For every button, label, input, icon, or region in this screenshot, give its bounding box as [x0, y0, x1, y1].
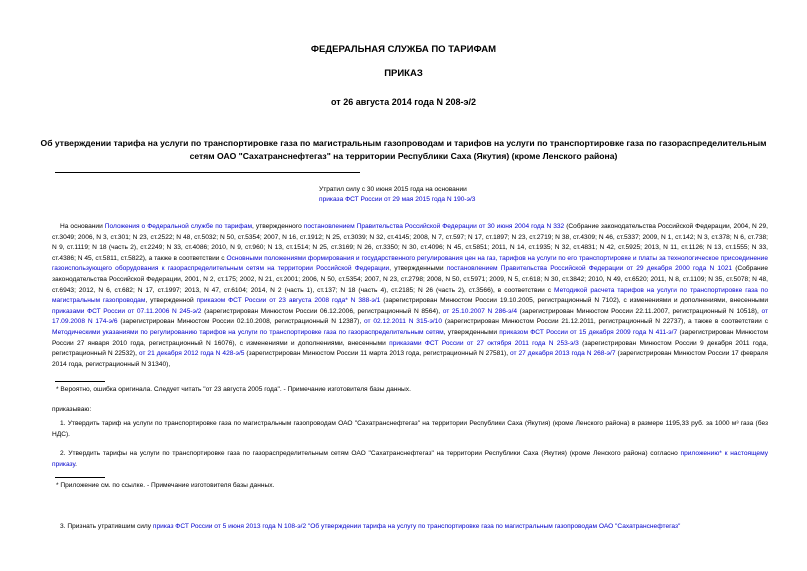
- preamble-text: (зарегистрирован Минюстом России 17 февраля 2014 года, регистрационный N 31340),: [52, 350, 768, 368]
- repealed-order-link[interactable]: приказ ФСТ России от 5 июня 2013 года N 108-э/2 "Об утверждении тарифа на услугу по транспортировке газа по магистральным газопроводам ОАО "Сахатранснефтегаз": [152, 523, 681, 530]
- preamble-text: (зарегистрирован Минюстом России 22.11.2007, регистрационный N 10518),: [517, 307, 762, 315]
- preamble-text: (зарегистрирован Минюстом России 06.12.2006, регистрационный N 8564),: [201, 307, 443, 315]
- preamble-text: , утвержденного: [252, 223, 304, 230]
- preamble-text: (зарегистрирован Минюстом России 9 декабря 2011 года, регистрационный N 22532),: [52, 339, 768, 358]
- doc-link[interactable]: постановлением Правительства Российской Федерации от 30 июня 2004 года N 332: [303, 223, 565, 230]
- preamble-text: (зарегистрирован Минюстом России 21.12.2011, регистрационный N 22737), а также в соответствии с: [442, 318, 768, 326]
- preamble-text: , утвержденной: [145, 297, 197, 305]
- preamble-text: На основании: [60, 223, 105, 230]
- preamble-paragraph: [52, 222, 768, 370]
- preamble-text: (Собрание законодательства Российской Федерации, 2004, N 29, ст.3049; 2006, N 3, ст.301; N 23, ст.2522; N 48, ст.5032; N 50, ст.5354; 2007, N 16, ст.1912; N 25, ст.3039; N 32, ст.4145; 2008, N 7, ст.597; N 17, ст.1897; N 23, ст.2719; N 38, ст.4309; N 46, ст.5337; 2009, N 1, ст.142; N 3, ст.378; N 6, ст.738; N 9, ст.1119; N 18 (часть 2), ст.2249; N 33, ст.4086; 2010, N 9, ст.960; N 13, ст.1514; N 25, ст.3169; N 26, ст.3350; N 30, ст.4096; N 45, ст.5851; 2011, N 14, ст.1935; N 32, ст.4831; N 42, ст.5925; 2013, N 11, ст.1126; N 13, ст.1555; N 33, ст.4386; N 45, ст.5811, ст.5822), а также в соответствии с: [52, 223, 768, 262]
- divider: [55, 172, 360, 173]
- doc-link[interactable]: приказом ФСТ России от 23 августа 2008 года* N 388-э/1: [196, 297, 381, 305]
- doc-link[interactable]: Положения о Федеральной службе по тарифам: [104, 223, 253, 230]
- item-3: [52, 522, 768, 533]
- doc-type: ПРИКАЗ: [384, 68, 423, 79]
- appendix-link[interactable]: приложению* к настоящему приказу: [52, 450, 769, 468]
- preamble-text: , утвержденными: [389, 265, 447, 273]
- preamble-text: (Собрание законодательства Российской Федерации, 2001, N 2, ст.175; 2002, N 21, ст.2001; 2006, N 50, ст.5354; 2007, N 23, ст.2798; 2008, N 50, ст.5971; 2009, N 5, ст.618; N 30, ст.3842; 2010, N 49, ст.6520; 2011, N 8, ст.1109; N 35, ст.5078; N 48, ст.6943; 2012, N 6, ст.682; N 17, ст.1997; 2013, N 47, ст.6104; 2014, N 2 (часть 1), ст.137; N 18 (часть 4), ст.2185; N 26 (часть 2), ст.3566), в соответствии с: [52, 265, 768, 294]
- doc-link[interactable]: от 17.09.2008 N 174-э/6: [52, 307, 768, 326]
- agency-name: ФЕДЕРАЛЬНАЯ СЛУЖБА ПО ТАРИФАМ: [310, 44, 497, 55]
- doc-link[interactable]: от 25.10.2007 N 286-э/4: [442, 307, 517, 315]
- item-1: 1. Утвердить тариф на услуги по транспортировке газа по магистральным газопроводам ОАО "Сахатранснефтегаз" на территории Республики Саха (Якутия) (кроме Ленского района) в размере 1195,33 руб. за 1000 м³ газа (без НДС).: [52, 420, 768, 438]
- doc-link[interactable]: Методикой расчета тарифов на услуги по транспортировке газа по магистральным газопроводам: [52, 286, 768, 305]
- footnote-divider: [55, 381, 105, 382]
- status-note-text: Утратил силу с 30 июня 2015 года на основании: [319, 186, 467, 193]
- preamble-text: (зарегистрирован Минюстом России 19.10.2005, регистрационный N 7102), с изменениями и дополнениями, внесенными: [380, 297, 769, 305]
- doc-link[interactable]: от 21 декабря 2012 года N 428-э/5: [138, 350, 245, 358]
- doc-link[interactable]: от 02.12.2011 N 315-э/10: [363, 318, 443, 326]
- preamble-text: (зарегистрирован Минюстом России 11 марта 2013 года, регистрационный N 27581),: [244, 350, 510, 358]
- item-2-text: 2. Утвердить тарифы на услуги по транспортировке газа по газораспределительным сетям ОАО "Сахатранснефтегаз" на территории Республики Саха (Якутия) (кроме Ленского района) согласно: [60, 450, 681, 457]
- status-note-link[interactable]: приказа ФСТ России от 29 мая 2015 года N 190-э/3: [319, 196, 476, 203]
- doc-date-number: от 26 августа 2014 года N 208-э/2: [331, 97, 476, 107]
- doc-link[interactable]: Методическими указаниями по регулированию тарифов на услуги по транспортировке газа по газораспределительным сетям: [52, 328, 444, 336]
- doc-link[interactable]: приказами ФСТ России от 07.11.2006 N 245-э/2: [52, 307, 202, 315]
- status-note: [319, 185, 639, 205]
- doc-link[interactable]: приказом ФСТ России от 15 декабря 2009 года N 411-э/7: [499, 328, 678, 336]
- doc-link[interactable]: приказами ФСТ России от 27 октября 2011 года N 253-э/3: [389, 339, 579, 347]
- order-word: приказываю:: [52, 406, 92, 413]
- doc-title: Об утверждении тарифа на услуги по транспортировке газа по магистральным газопроводам и тарифов на услуги по транспортировке газа по газораспределительным сетям ОАО "Сахатранснефтегаз" на территории Республики Саха (Якутия) (кроме Ленского района): [40, 138, 767, 161]
- item-2: [52, 449, 768, 470]
- footnote-divider: [55, 477, 105, 478]
- preamble-text: (зарегистрирован Минюстом России 27 января 2010 года, регистрационный N 16076), с изменениями и дополнениями, внесенными: [52, 328, 768, 347]
- doc-link[interactable]: от 27 декабря 2013 года N 268-э/7: [509, 350, 616, 358]
- doc-link[interactable]: Основными положениями формирования и государственного регулирования цен на газ, тарифов на услуги по его транспортировке и платы за технологическое присоединение газоиспользующего оборудования к газораспределительным сетям на территории Российской Федерации: [52, 254, 768, 273]
- preamble-text: , утвержденными: [443, 328, 500, 336]
- footnote-1: * Вероятно, ошибка оригинала. Следует читать "от 23 августа 2005 года". - Примечание изготовителя базы данных.: [56, 386, 411, 393]
- footnote-2: * Приложение см. по ссылке. - Примечание изготовителя базы данных.: [56, 482, 275, 489]
- doc-link[interactable]: постановлением Правительства Российской Федерации от 29 декабря 2000 года N 1021: [446, 265, 733, 273]
- item-2-end: .: [75, 460, 77, 468]
- item-3-text: 3. Признать утратившим силу: [60, 523, 153, 530]
- preamble-text: (зарегистрирован Минюстом России 02.10.2008, регистрационный N 12387),: [117, 318, 364, 326]
